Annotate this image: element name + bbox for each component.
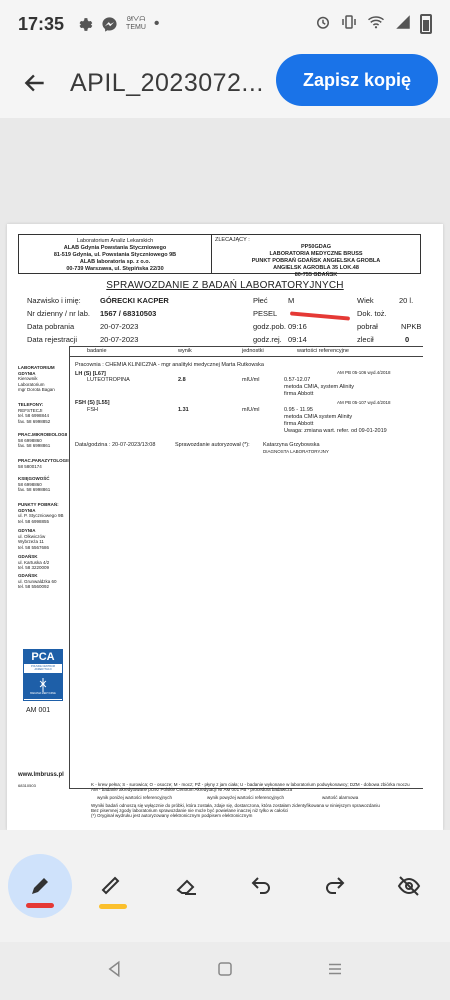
status-time: 17:35	[18, 13, 65, 34]
signer-role: DIAGNOSTA LABORATORYJNY	[263, 449, 329, 454]
age-value: 20 l.	[399, 296, 414, 305]
test-unit: mIU/ml	[242, 377, 260, 383]
test-method: metoda CMIA, system Alinity	[284, 384, 354, 390]
redo-tool[interactable]	[302, 853, 368, 919]
temu-icon: ᘛᐯᗩ TEMU	[126, 16, 146, 31]
dot-indicator: •	[153, 15, 160, 32]
sidebar-block: PUNKTY POBRAŃ: GDYNIA ul. P. Styczniowego 9B tel. 58 6998855	[18, 502, 64, 524]
test-name: LUTEOTROPINA	[87, 377, 130, 383]
messenger-icon	[101, 16, 118, 33]
annotation-toolbar	[0, 830, 450, 942]
back-arrow-icon[interactable]	[0, 48, 70, 118]
status-bar	[0, 0, 450, 48]
test-code: LH (S) [L67]	[75, 371, 106, 377]
save-copy-button[interactable]: Zapisz kopię	[276, 54, 438, 106]
table-border	[69, 346, 423, 347]
client-line: PUNKT POBRAŃ GDAŃSK ANGIELSKA GROBLA	[251, 258, 381, 264]
legend-below: wynik poniżej wartości referencyjnych	[97, 795, 173, 800]
eraser-tool[interactable]	[154, 853, 220, 919]
patient-id-label: Nr dzienny / nr lab.	[27, 309, 90, 318]
sidebar-block: PRAC.MIKROBIOLOGII 58 6998860 fax. 58 6998861	[18, 432, 68, 448]
footer-note: Wyniki badań odnoszą się wyłącznie do próbki, która została, zdaje się, dostarczona, która zostałam zidentyfikowana w niniejszym sprawozdaniu	[91, 803, 380, 808]
ordered-by: 0	[405, 335, 410, 344]
sidebar-block: GDAŃSK ul. Grunwaldzka 60 tel. 58 5560092	[18, 573, 57, 589]
test-firm: firma Abbott	[284, 421, 314, 427]
sidebar-block: GDAŃSK ul. Kartuska 4/2 tel. 58 3220009	[18, 554, 50, 570]
time-collected-label: godz.pob.	[253, 322, 286, 331]
highlighter-tool[interactable]	[80, 853, 146, 919]
collected-by-label: pobrał	[357, 322, 378, 331]
test-name: FSH	[87, 407, 98, 413]
time-registered: 09:14	[288, 335, 307, 344]
col-header-test: badanie	[87, 348, 107, 354]
footer-note: (*) Oryginał wydruku jest autoryzowany elektronicznym podpisem elektronicznym	[91, 813, 253, 818]
accreditation-code: AM 001	[26, 707, 51, 714]
lab-header-line: ALAB laboratoria sp. z o.o.	[79, 259, 151, 265]
collected-by: NPKB	[401, 322, 422, 331]
footer-abbreviations: K - krew pełna; S - surowica; O - osocze; M - mocz; PŻ - płyny z jam ciała; U - badanie wykonane w laboratorium podwykonawcy; DZM - dobowa zbiórka moczu	[91, 782, 410, 787]
client-line: PP50GDAG	[301, 244, 331, 250]
date-registered: 20-07-2023	[100, 335, 139, 344]
sidebar-block: KSIĘGOWOŚĆ 58 6998860 fax. 58 6998861	[18, 476, 51, 492]
sex-label: Płeć	[253, 296, 268, 305]
wifi-icon	[366, 13, 386, 36]
patient-id: 1567 / 68310503	[100, 309, 157, 318]
client-line: ANGIELSK AGROBLA 35 LOK.48	[273, 265, 359, 271]
test-method: metoda CMIA system Alinity	[284, 414, 353, 420]
system-nav-bar	[0, 942, 450, 1000]
sidebar-block: GDYNIA ul. Olkwiczów Wybrzeża 11 tel. 58 5567686	[18, 528, 50, 550]
sex-value: M	[288, 296, 295, 305]
back-nav-icon[interactable]	[106, 960, 124, 983]
pen-icon	[28, 874, 52, 898]
document-title: APIL_2023072...	[70, 68, 264, 97]
lab-header-line: ALAB Gdynia Powstania Styczniowego	[63, 245, 167, 251]
app-bar	[0, 48, 450, 118]
test-unit: mIU/ml	[242, 407, 260, 413]
id-doc-label: Dok. toż.	[357, 309, 387, 318]
date-collected-label: Data pobrania	[27, 322, 75, 331]
time-collected: 09:16	[288, 322, 307, 331]
pca-logo: PCA POLSKIE CENTRUM AKREDYTACJI BADANIA MEDYCZNE	[23, 649, 63, 701]
sidebar-block: LABORATORIUM GDYNIA Kierownik Laboratorium mgr Dorota Bagan	[18, 365, 55, 392]
sidebar-block: TELEFONY: REFSTECJI tel. 58 6998844 fax. 58 6998852	[18, 402, 51, 424]
col-header-ref: wartości referencyjne	[297, 348, 349, 354]
test-value: 1.31	[178, 407, 189, 413]
eraser-icon	[175, 874, 199, 898]
lab-header-line: 81-519 Gdynia, ul. Powstania Styczniowego 9B	[53, 252, 177, 258]
highlighter-icon	[101, 874, 125, 898]
patient-name: GÓRECKI KACPER	[100, 296, 169, 305]
pen-color-indicator	[26, 903, 54, 908]
patient-name-label: Nazwisko i imię:	[27, 296, 81, 305]
col-header-result: wynik	[178, 348, 192, 354]
test-firm: firma Abbott	[284, 391, 314, 397]
sidebar-block: PRAC.PARAZYTOLOGII 58 5800174	[18, 458, 69, 469]
redo-icon	[323, 874, 347, 898]
battery-icon	[420, 14, 432, 34]
test-value: 2.8	[178, 377, 186, 383]
pen-tool[interactable]	[8, 854, 72, 918]
client-line: LABORATORIA MEDYCZNE BRUSS	[269, 251, 363, 257]
legend-alarm: wartość alarmowa	[322, 795, 359, 800]
gear-icon	[76, 16, 93, 33]
test-procedure: AM PB 05-107 wyd.4/2018	[337, 400, 391, 405]
footer-note: Bez pisemnej zgody laboratorium sprawozdanie nie może być powielane inaczej niż tylko w całości	[91, 808, 289, 813]
test-code: FSH (S) [L55]	[75, 400, 110, 406]
client-line: 80-755 GDAŃSK	[294, 272, 338, 278]
report-title: SPRAWOZDANIE Z BADAŃ LABORATORYJNYCH	[106, 280, 344, 291]
test-ref: 0.95 - 11.95	[284, 407, 313, 413]
document-number: 68310503	[18, 783, 36, 788]
report-date: Data/godzina : 20-07-2023/13:08	[75, 442, 156, 448]
age-label: Wiek	[357, 296, 374, 305]
recents-nav-icon[interactable]	[326, 960, 344, 983]
table-border	[69, 346, 70, 788]
client-label: ZLECAJĄCY :	[215, 237, 250, 243]
home-nav-icon[interactable]	[216, 960, 234, 983]
authorized-label: Sprawozdanie autoryzował (*):	[175, 442, 250, 448]
report-body	[7, 224, 443, 830]
time-registered-label: godz.rej.	[253, 335, 282, 344]
undo-tool[interactable]	[228, 853, 294, 919]
table-border	[69, 356, 423, 357]
lab-section: Pracownia : CHEMIA KLINICZNA - mgr analityki medycznej Marta Rutkowska	[75, 362, 264, 368]
lab-header-line: 00-739 Warszawa, ul. Stępińska 22/30	[66, 266, 164, 272]
lab-header-line: Laboratorium Analiz Lekarskich	[76, 238, 154, 244]
footer-abbreviations: AM - badanie akredytowane przez Polskie Centrum Akredytacji Nr AM 001 PB - procedura badawcza	[91, 787, 293, 792]
test-procedure: AM PB 05-106 wyd.4/2018	[337, 370, 391, 375]
test-ref: 0.57-12.07	[284, 377, 311, 383]
hide-annotations-tool[interactable]	[376, 853, 442, 919]
website: www.lmbruss.pl	[18, 772, 64, 778]
vibrate-icon	[340, 13, 358, 36]
signer-name: Katarzyna Grzybowska	[263, 442, 320, 448]
alarm-icon	[314, 13, 332, 36]
test-note: Uwaga: zmiana wart. refer. od 09-01-2019	[284, 428, 387, 434]
highlighter-color-indicator	[99, 904, 127, 909]
col-header-unit: jednostki	[242, 348, 264, 354]
signal-icon	[394, 13, 412, 36]
date-registered-label: Data rejestracji	[27, 335, 78, 344]
eye-off-icon	[397, 874, 421, 898]
ordered-by-label: zlecił	[357, 335, 374, 344]
date-collected: 20-07-2023	[100, 322, 139, 331]
pesel-label: PESEL	[253, 309, 278, 318]
undo-icon	[249, 874, 273, 898]
legend-above: wynik powyżej wartości referencyjnych	[207, 795, 285, 800]
